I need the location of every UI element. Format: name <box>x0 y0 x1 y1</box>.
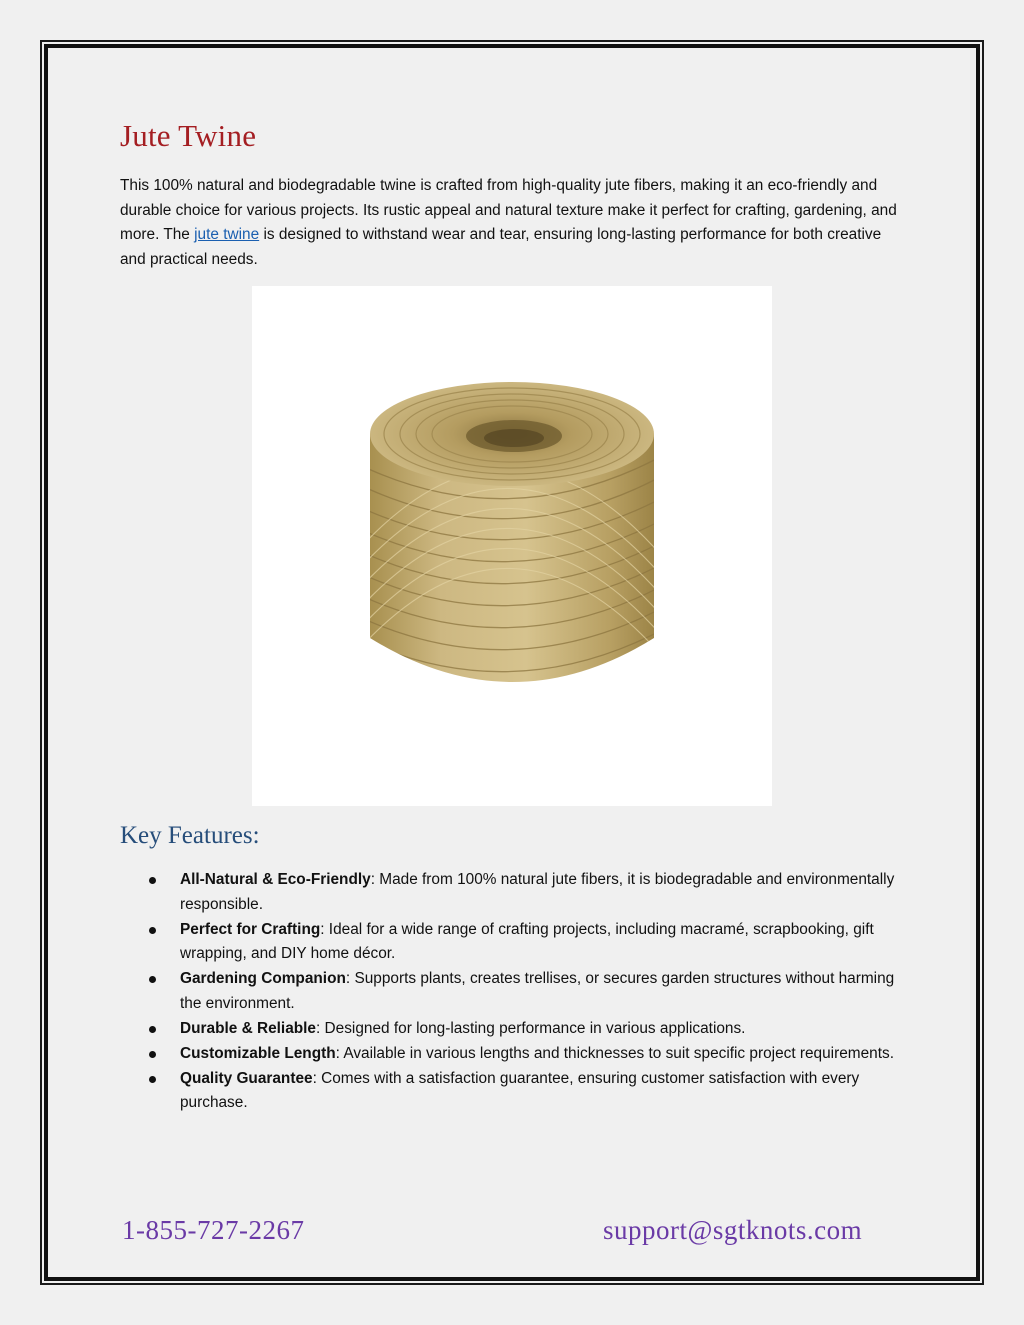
product-image <box>252 286 772 806</box>
footer-phone[interactable]: 1-855-727-2267 <box>122 1215 305 1245</box>
page-title: Jute Twine <box>120 118 257 153</box>
jute-twine-link[interactable]: jute twine <box>194 226 260 243</box>
feature-name: Customizable Length <box>180 1044 336 1062</box>
intro-text-after-link: is designed to withstand wear and tear, ensuring long-lasting performance for both creative and practical needs. <box>120 226 882 268</box>
intro-paragraph <box>120 174 910 272</box>
key-features-heading: Key Features: <box>120 822 260 849</box>
feature-text: : Designed for long-lasting performance in various applications. <box>316 1019 746 1037</box>
bullet-icon <box>149 1076 156 1083</box>
feature-text: : Made from 100% natural jute fibers, it is biodegradable and environmentally responsible. <box>180 871 895 913</box>
feature-item <box>146 868 906 917</box>
feature-name: Quality Guarantee <box>180 1069 313 1087</box>
feature-item <box>146 1042 906 1067</box>
feature-text: : Comes with a satisfaction guarantee, ensuring customer satisfaction with every purchase. <box>180 1069 860 1111</box>
bullet-icon <box>149 976 156 983</box>
bullet-icon <box>149 877 156 884</box>
footer-email[interactable]: support@sgtknots.com <box>603 1215 863 1245</box>
feature-item <box>146 967 906 1016</box>
bullet-icon <box>149 1026 156 1033</box>
feature-name: Durable & Reliable <box>180 1019 316 1037</box>
feature-item <box>146 918 906 967</box>
key-features-list <box>146 868 906 1116</box>
intro-text-before-link: This 100% natural and biodegradable twine is crafted from high-quality jute fibers, making it an eco-friendly and durable choice for various projects. Its rustic appeal and natural texture make it perfect for crafting, gardening, and more. The <box>120 177 897 243</box>
feature-item <box>146 1017 906 1042</box>
feature-name: All-Natural & Eco-Friendly <box>180 871 371 888</box>
feature-item <box>146 1067 906 1116</box>
bullet-icon <box>149 927 156 934</box>
feature-name: Perfect for Crafting <box>180 920 321 938</box>
feature-text: : Supports plants, creates trellises, or secures garden structures without harming the environment. <box>180 970 895 1012</box>
feature-name: Gardening Companion <box>180 970 346 987</box>
jute-twine-spool-image <box>252 286 772 806</box>
feature-text: : Available in various lengths and thicknesses to suit specific project requirements. <box>335 1044 894 1062</box>
feature-text: : Ideal for a wide range of crafting projects, including macramé, scrapbooking, gift wrapping, and DIY home décor. <box>180 920 874 962</box>
bullet-icon <box>149 1051 156 1058</box>
